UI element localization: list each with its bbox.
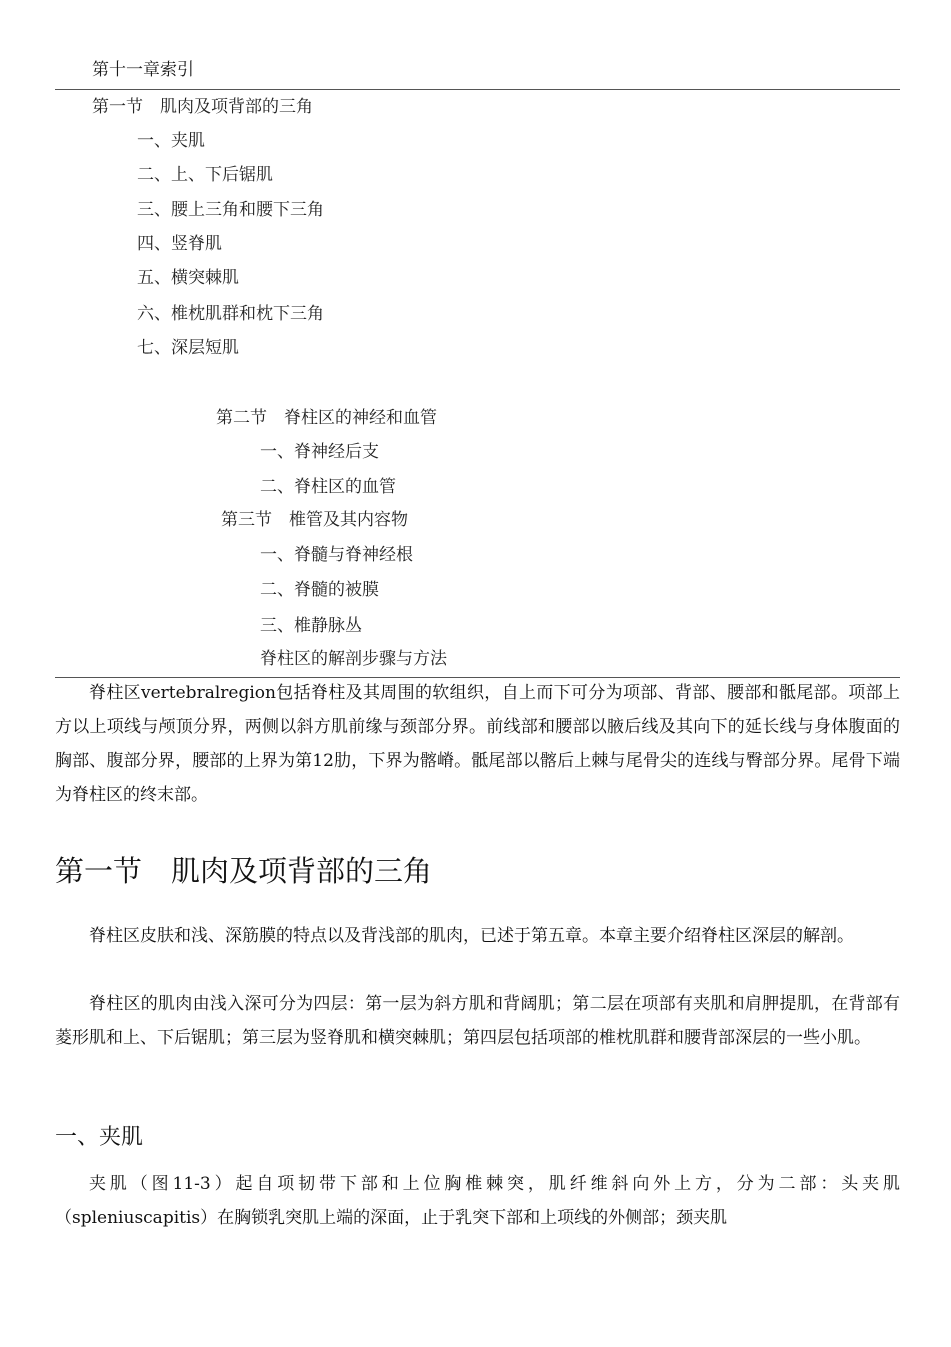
toc-item[interactable]: 五、横突棘肌: [137, 268, 239, 288]
intro-paragraph: 脊柱区vertebralregion包括脊柱及其周围的软组织，自上而下可分为项部、背部、腰部和骶尾部。项部上方以上项线与颅顶分界，两侧以斜方肌前缘与颈部分界。前线部和腰部以腋后线及其向下的延长线与身体腹面的胸部、腹部分界，腰部的上界为第12肋，下界为髂嵴。骶尾部以髂后上棘与尾骨尖的连线与臀部分界。尾骨下端为脊柱区的终末部。: [55, 683, 900, 805]
toc-item[interactable]: 一、夹肌: [137, 131, 205, 151]
section-heading: 第一节 肌肉及项背部的三角: [55, 854, 433, 888]
toc-section-2[interactable]: 第二节 脊柱区的神经和血管: [216, 408, 437, 428]
chapter-index-title: 第十一章索引: [92, 60, 194, 80]
subsection-heading: 一、夹肌: [55, 1125, 144, 1150]
body-paragraph: 脊柱区的肌肉由浅入深可分为四层：第一层为斜方肌和背阔肌；第二层在项部有夹肌和肩胛提肌，在背部有菱形肌和上、下后锯肌；第三层为竖脊肌和横突棘肌；第四层包括项部的椎枕肌群和腰背部深层的一些小肌。: [55, 994, 900, 1048]
toc-item[interactable]: 四、竖脊肌: [137, 234, 222, 254]
toc-item[interactable]: 一、脊神经后支: [260, 442, 379, 462]
body-paragraph: 夹肌（图11-3）起自项韧带下部和上位胸椎棘突，肌纤维斜向外上方，分为二部：头夹肌（spleniuscapitis）在胸锁乳突肌上端的深面，止于乳突下部和上项线的外侧部；颈夹肌: [55, 1174, 900, 1228]
toc-item[interactable]: 二、上、下后锯肌: [137, 165, 273, 185]
toc-item[interactable]: 六、椎枕肌群和枕下三角: [137, 304, 324, 324]
toc-item[interactable]: 三、椎静脉丛: [260, 616, 362, 636]
toc-item[interactable]: 二、脊柱区的血管: [260, 477, 396, 497]
body-paragraph: 脊柱区皮肤和浅、深筋膜的特点以及背浅部的肌肉，已述于第五章。本章主要介绍脊柱区深层的解剖。: [89, 926, 854, 946]
toc-item[interactable]: 七、深层短肌: [137, 338, 239, 358]
toc-item[interactable]: 二、脊髓的被膜: [260, 580, 379, 600]
index-top-rule: [55, 89, 900, 90]
toc-item[interactable]: 脊柱区的解剖步骤与方法: [260, 649, 447, 669]
toc-section-3[interactable]: 第三节 椎管及其内容物: [221, 510, 408, 530]
toc-item[interactable]: 三、腰上三角和腰下三角: [137, 200, 324, 220]
toc-section-1[interactable]: 第一节 肌肉及项背部的三角: [92, 97, 313, 117]
toc-item[interactable]: 一、脊髓与脊神经根: [260, 545, 413, 565]
